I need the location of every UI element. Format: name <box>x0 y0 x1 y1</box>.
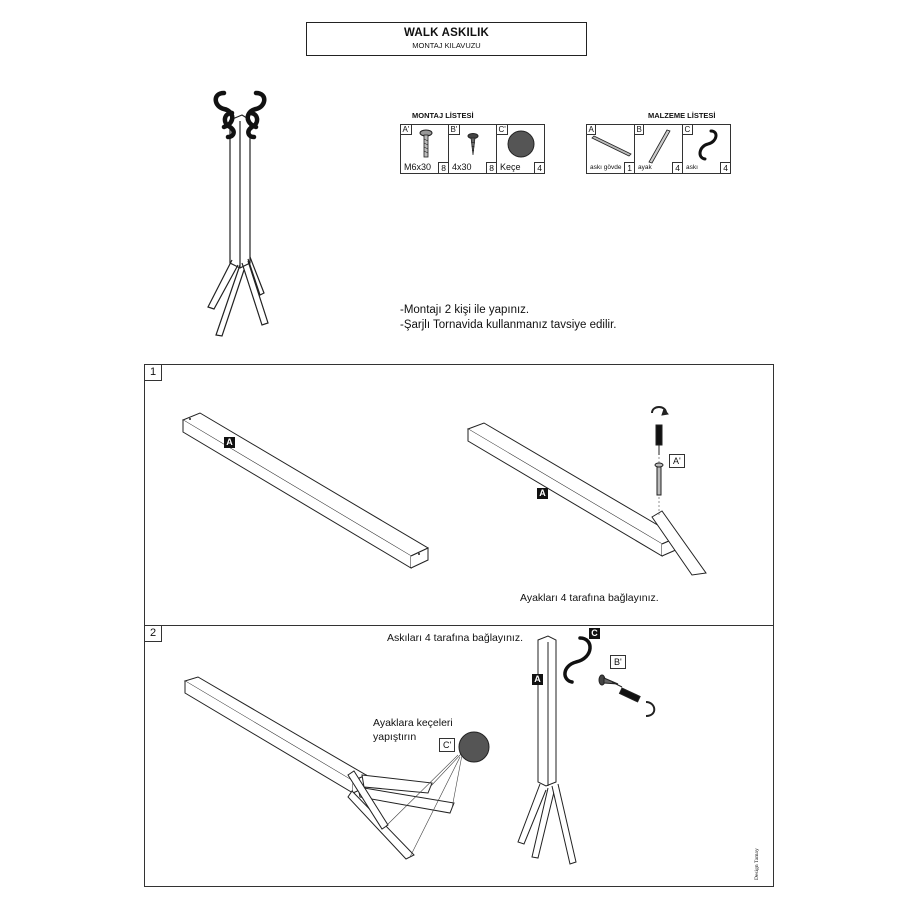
part-label-c-prime: C' <box>439 738 455 752</box>
hook-icon <box>695 128 719 162</box>
item-name: Keçe <box>500 162 521 172</box>
item-qty: 1 <box>624 162 634 173</box>
item-qty: 4 <box>672 162 682 173</box>
leg-icon <box>645 128 673 164</box>
material-list-table <box>586 124 731 174</box>
caption-line: yapıştırın <box>373 731 417 743</box>
part-label-a: A <box>537 488 548 499</box>
item-tag: A <box>587 125 596 135</box>
part-label-c: C <box>589 628 600 639</box>
assembled-coat-rack-illustration <box>190 85 300 345</box>
assembly-item-felt <box>497 125 545 174</box>
step-2-hooks-caption: Askıları 4 tarafına bağlayınız. <box>387 632 523 644</box>
item-qty: 8 <box>486 162 496 173</box>
step-1-caption: Ayakları 4 tarafına bağlayınız. <box>520 592 659 604</box>
material-item-body <box>587 125 635 174</box>
material-item-hook <box>683 125 731 174</box>
item-tag: C' <box>497 125 508 135</box>
step-1-leg-attachment-illustration <box>466 405 716 585</box>
assembly-item-bolt <box>401 125 449 174</box>
item-name: 4x30 <box>452 162 472 172</box>
document-title: WALK ASKILIK <box>403 27 490 39</box>
body-beam-icon <box>589 135 633 159</box>
hook-icon <box>565 638 590 682</box>
material-list-title: MALZEME LİSTESİ <box>648 111 716 120</box>
part-label-a: A <box>532 674 543 685</box>
item-qty: 8 <box>438 162 448 173</box>
item-name: M6x30 <box>404 162 432 172</box>
assembly-item-screw <box>449 125 497 174</box>
item-tag: A' <box>401 125 412 135</box>
material-item-leg <box>635 125 683 174</box>
step-2-felt-illustration <box>182 675 482 865</box>
bolt-icon <box>419 129 433 159</box>
felt-pad-icon <box>459 732 489 762</box>
item-tag: B <box>635 125 644 135</box>
note-line: -Şarjlı Tornavida kullanmanız tavsiye edilir. <box>400 319 617 331</box>
item-name: ayak <box>638 164 652 171</box>
felt-pad-icon <box>507 130 535 158</box>
step-number: 1 <box>145 365 162 381</box>
part-label-b-prime: B' <box>610 655 626 669</box>
item-qty: 4 <box>720 162 730 173</box>
step-number: 2 <box>145 626 162 642</box>
caption-line: Ayaklara keçeleri <box>373 717 453 729</box>
item-qty: 4 <box>534 162 544 173</box>
note-line: -Montajı 2 kişi ile yapınız. <box>400 304 530 316</box>
notes <box>400 303 616 333</box>
document-subtitle: MONTAJ KILAVUZU <box>412 41 481 50</box>
design-credit: Design Tamay <box>754 848 760 880</box>
assembly-list-title: MONTAJ LİSTESİ <box>412 111 474 120</box>
part-label-a: A <box>224 437 235 448</box>
item-tag: B' <box>449 125 460 135</box>
step-2-hook-attachment-illustration <box>500 632 680 872</box>
assembly-list-table <box>400 124 545 174</box>
item-name: askı gövde <box>590 164 622 171</box>
step-1-beam-illustration <box>180 410 430 580</box>
part-label-a-prime: A' <box>669 454 685 468</box>
screw-icon <box>467 133 479 157</box>
item-name: askı <box>686 164 698 171</box>
item-tag: C <box>683 125 693 135</box>
title-box <box>306 22 587 56</box>
